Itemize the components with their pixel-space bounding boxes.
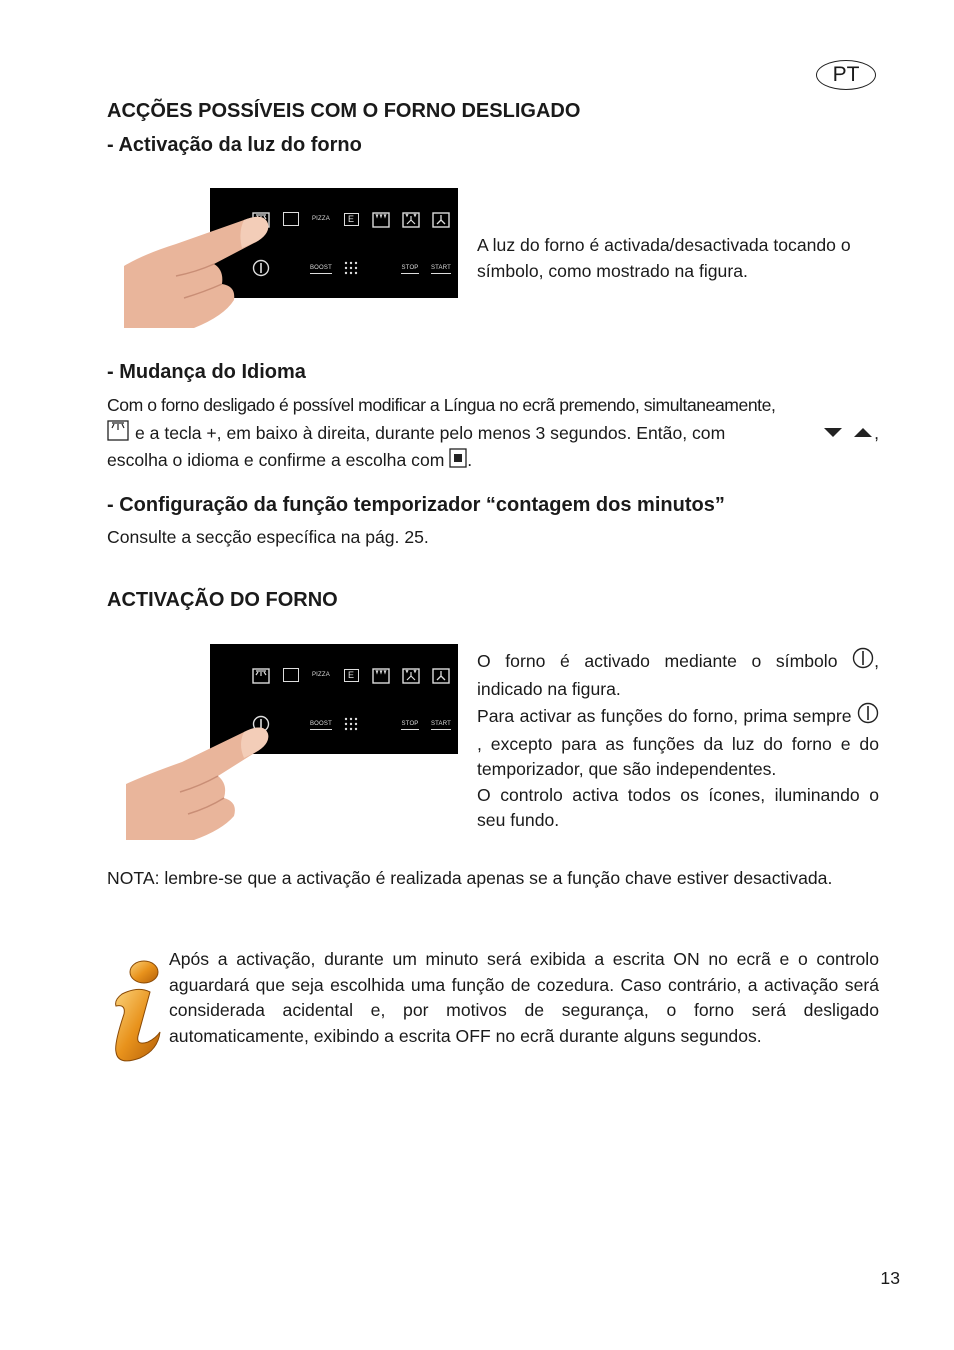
fan-icon bbox=[432, 210, 450, 228]
pizza-function: PIZZA bbox=[311, 216, 330, 222]
language-line-1: Com o forno desligado é possível modificar a Língua no ecrã premendo, simultaneamente, bbox=[107, 395, 776, 415]
power-icon bbox=[852, 647, 874, 677]
activation-note: NOTA: lembre-se que a activação é realizada apenas se a função chave estiver desactivada. bbox=[107, 868, 833, 888]
page-number: 13 bbox=[880, 1268, 900, 1288]
fan-icon bbox=[432, 666, 450, 684]
pizza-function: PIZZA bbox=[311, 672, 330, 678]
fan-grill-icon bbox=[402, 210, 420, 228]
eco-function-icon: E bbox=[342, 666, 360, 684]
language-line-2 bbox=[107, 419, 879, 449]
language-line-3 bbox=[107, 448, 879, 476]
finger-illustration bbox=[124, 206, 284, 328]
keypad-dots-icon bbox=[342, 714, 360, 734]
grill-icon bbox=[372, 666, 390, 684]
arrow-up-icon bbox=[852, 421, 874, 447]
stop-function: STOP bbox=[399, 718, 421, 732]
control-panel-figure-power bbox=[126, 644, 460, 840]
fan-grill-icon bbox=[402, 666, 420, 684]
activation-p1 bbox=[477, 647, 879, 702]
language-line-3-text: escolha o idioma e confirme a escolha com bbox=[107, 450, 445, 470]
start-function: START bbox=[429, 718, 453, 732]
confirm-icon bbox=[449, 448, 467, 476]
stop-function: STOP bbox=[399, 262, 421, 276]
eco-function-icon: E bbox=[342, 210, 360, 228]
subtitle-language-change: - Mudança do Idioma bbox=[107, 361, 306, 383]
language-line-2-text: e a tecla +, em baixo à direita, durante pelo menos 3 segundos. Então, com bbox=[135, 422, 726, 443]
language-badge: PT bbox=[816, 60, 876, 90]
info-paragraph: Após a activação, durante um minuto será exibida a escrita ON no ecrã e o controlo aguardará que seja escolhida uma função de cozedura. Caso contrário, a activação será considerada acidental e, por motivos de segurança, o forno será desligado automaticamente, exibindo a escrita OFF no ecrã durante alguns segundos. bbox=[169, 949, 879, 1046]
activation-p2-end: , excepto para as funções da luz do forno e do temporizador, que são independentes. bbox=[477, 733, 879, 779]
activation-p2 bbox=[477, 702, 879, 783]
finger-illustration bbox=[126, 718, 286, 840]
light-description: A luz do forno é activada/desactivada tocando o símbolo, como mostrado na figura. bbox=[477, 235, 851, 281]
grill-icon bbox=[372, 210, 390, 228]
language-line-3-period: . bbox=[467, 450, 473, 470]
section-title-oven-activation: ACTIVAÇÃO DO FORNO bbox=[107, 589, 338, 611]
activation-p3: O controlo activa todos os ícones, iluminando o seu fundo. bbox=[477, 784, 879, 830]
activation-description bbox=[477, 647, 879, 834]
control-panel-figure-light bbox=[124, 188, 460, 328]
subtitle-oven-light: - Activação da luz do forno bbox=[107, 134, 362, 156]
subtitle-timer-setting: - Configuração da função temporizador “contagem dos minutos” bbox=[107, 494, 725, 516]
section-title-oven-off: ACÇÕES POSSÍVEIS COM O FORNO DESLIGADO bbox=[107, 100, 581, 122]
activation-p1-end: , indicado na figura. bbox=[477, 651, 879, 699]
activation-p1-text: O forno é activado mediante o símbolo bbox=[477, 651, 838, 671]
static-heat-icon bbox=[282, 666, 300, 684]
light-icon bbox=[107, 419, 129, 449]
light-icon bbox=[252, 666, 270, 684]
timer-reference: Consulte a secção específica na pág. 25. bbox=[107, 527, 429, 547]
start-function: START bbox=[429, 262, 453, 276]
keypad-dots-icon bbox=[342, 258, 360, 278]
arrow-down-icon bbox=[822, 421, 844, 447]
language-line-2-comma: , bbox=[874, 422, 879, 443]
boost-function: BOOST bbox=[308, 262, 334, 276]
power-icon bbox=[857, 702, 879, 732]
activation-p2-text: Para activar as funções do forno, prima sempre bbox=[477, 706, 852, 726]
static-heat-icon bbox=[282, 210, 300, 228]
info-icon bbox=[104, 958, 164, 1062]
boost-function: BOOST bbox=[308, 718, 334, 732]
language-paragraph bbox=[107, 393, 879, 476]
